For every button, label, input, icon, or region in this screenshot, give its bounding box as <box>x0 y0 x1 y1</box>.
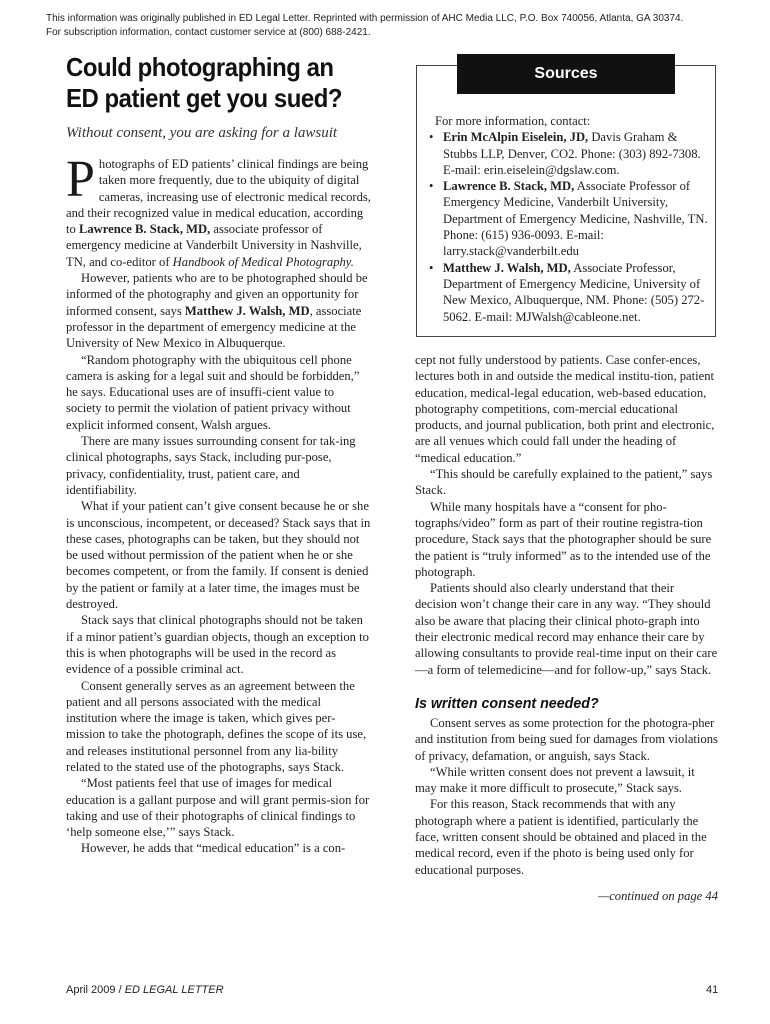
continued-notice: —continued on page 44 <box>598 888 718 903</box>
paragraph-4: There are many issues surrounding consent for tak-ing clinical photographs, says Stack, including pur-pose, privacy, confidentiality, trust, patient care, and identifiability. <box>66 434 356 497</box>
article-headline <box>66 52 370 114</box>
source-item-stack <box>429 178 709 259</box>
source-item-eiselein <box>429 129 709 178</box>
sources-list <box>429 129 709 325</box>
reprint-notice-line-1: This information was originally published in ED Legal Letter. Reprinted with permission of AHC Media LLC, P.O. Box 740056, Atlanta, GA 30374. <box>46 13 684 24</box>
book-title: Handbook of Medical Photography. <box>172 254 354 269</box>
headline-line-2: ED patient get you sued? <box>66 83 343 113</box>
paragraph-11: “This should be carefully explained to the patient,” says Stack. <box>415 467 713 498</box>
section-heading-written-consent: Is written consent needed? <box>415 694 599 712</box>
bullet-2: • <box>429 179 434 194</box>
sources-intro: For more information, contact: <box>435 114 591 128</box>
reprint-notice <box>46 12 683 40</box>
article-left-column <box>66 52 371 857</box>
article-subhead: Without consent, you are asking for a lawsuit <box>66 125 338 141</box>
sources-title: Sources <box>457 54 675 94</box>
name-lawrence-stack: Lawrence B. Stack, MD, <box>78 222 211 237</box>
source-name-walsh: Matthew J. Walsh, MD, <box>443 260 571 275</box>
paragraph-1-text-a: hotographs of ED patients’ clinical findings are being taken more frequently, due to the ubiquity of digital cameras, increasing use of electronic medical records, and their recognized value in medical education, according to <box>66 157 371 237</box>
paragraph-15: “While written consent does not prevent a lawsuit, it may make it more difficult to prosecute,” Stack says. <box>415 764 695 796</box>
source-detail-walsh: Associate Professor, Department of Emergency Medicine, University of New Mexico, Albuquerque, NM. Phone: (505) 272-5062. E-mail: MJWalsh@cableone.net. <box>443 260 705 324</box>
headline-line-1: Could photographing an <box>66 52 334 82</box>
bullet-3: • <box>429 260 434 275</box>
paragraph-16: For this reason, Stack recommends that with any photograph where a patient is identified, particularly the face, written consent should be obtained and placed in the medical record, even if the photo is being used only for educational purposes. <box>415 797 707 877</box>
footer-date: April 2009 / <box>66 984 125 996</box>
article-right-column <box>415 352 718 904</box>
source-detail-stack: Associate Professor of Emergency Medicine, Vanderbilt University, Department of Emergency Medicine, Nashville, TN. Phone: (615) 936-0093. E-mail: larry.stack@vanderbilt.edu <box>443 179 708 259</box>
sources-content <box>429 113 709 325</box>
bullet-1: • <box>429 130 434 145</box>
source-item-walsh <box>429 260 709 325</box>
page-number: 41 <box>706 984 719 996</box>
paragraph-6: Stack says that clinical photographs should not be taken if a minor patient’s guardian objects, though an exception to this is when photographs will be used in the record as evidence of a possible criminal act. <box>66 613 369 677</box>
paragraph-1 <box>66 151 371 270</box>
source-detail-eiselein: Davis Graham & Stubbs LLP, Denver, CO2. Phone: (303) 892-7308. E-mail: erin.eiselein@dgslaw.com. <box>443 130 701 177</box>
footer-publication-name: ED LEGAL LETTER <box>124 984 224 996</box>
drop-cap: P <box>66 151 95 208</box>
footer-publication <box>66 984 224 996</box>
paragraph-12: While many hospitals have a “consent for pho-tographs/video” form as part of their routine registra-tion procedure, Stack says that the photographer should be sure the patient is “truly informed” as to the intended use of the photograph. <box>415 499 712 579</box>
sources-sidebar <box>416 65 716 337</box>
paragraph-9: However, he adds that “medical education” is a con- <box>81 841 346 856</box>
paragraph-1-text-b: associate professor of emergency medicine at Vanderbilt University in Nashville, TN, and co-editor of <box>66 222 362 269</box>
paragraph-3: “Random photography with the ubiquitous cell phone camera is asking for a legal suit and should be forbidden,” he says. Educational uses are of insuffi-cient value to society to permit the violation of patient privacy without explicit informed consent, Walsh argues. <box>66 352 360 432</box>
source-name-stack: Lawrence B. Stack, MD, <box>443 179 575 194</box>
paragraph-2-text-a: However, patients who are to be photographed should be informed of the photography and given an opportunity for informed consent, says <box>66 271 368 318</box>
paragraph-8: “Most patients feel that use of images for medical education is a gallant purpose and will grant permis-sion for taking and use of their photographs of clinical findings to ‘help someone else,’” says Stack. <box>66 776 370 840</box>
paragraph-5: What if your patient can’t give consent because he or she is unconscious, incompetent, or deceased? Stack says that in these cases, photographs can be taken, but they should not be used without permission of the patient when he or she becomes competent, or from the family. If consent is denied by the patient or family at a later time, the images must be destroyed. <box>66 499 371 612</box>
paragraph-13: Patients should also clearly understand that their decision won’t change their care in any way. “They should also be aware that placing their clinical photo-graph into their electronic medical record may enhance their care by allowing consultants to provide real-time input on their care—a form of telemedicine—and for follow-up,” says Stack. <box>415 581 718 677</box>
paragraph-7: Consent generally serves as an agreement between the patient and all persons associated with the medical institution where the image is taken, which gives per-mission to take the photograph, defines the scope of its use, and releases institutional personnel from any lia-bility related to the stated use of the photographs, says Stack. <box>66 678 367 774</box>
paragraph-2-text-b: , associate professor in the department of emergency medicine at the University of New Mexico in Albuquerque. <box>66 303 362 351</box>
name-matthew-walsh: Matthew J. Walsh, MD <box>184 303 310 318</box>
source-name-eiselein: Erin McAlpin Eiselein, JD, <box>443 130 589 145</box>
paragraph-2 <box>66 270 371 351</box>
reprint-notice-line-2: For subscription information, contact customer service at (800) 688-2421. <box>46 27 371 38</box>
paragraph-14: Consent serves as some protection for the photogra-pher and institution from being sued for damages from violations of privacy, defamation, or anguish, says Stack. <box>415 715 718 763</box>
paragraph-10: cept not fully understood by patients. Case confer-ences, lectures both in and outside the medical institu-tion, patient education, medical-legal education, web-based education, photography competitions, com-mercial educational products, and journal publication, both print and electronic, are all venues which could fall under the heading of “medical education.” <box>415 353 715 465</box>
